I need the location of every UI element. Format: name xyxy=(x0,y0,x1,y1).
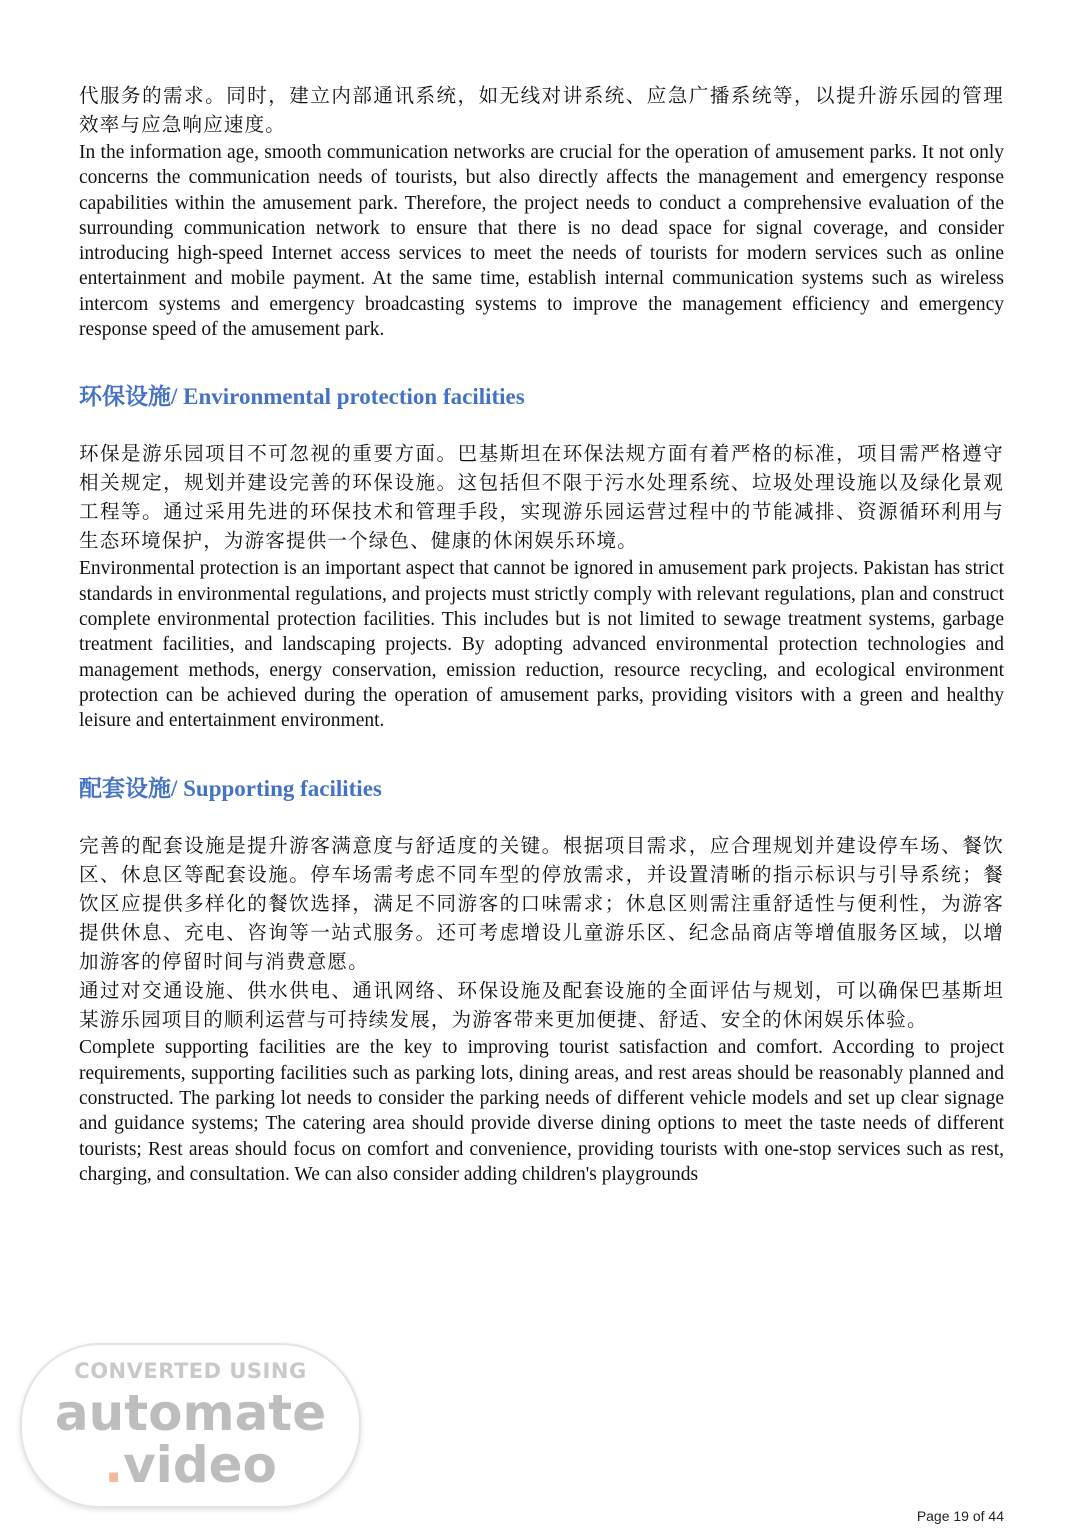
watermark-brand-video xyxy=(22,1437,359,1493)
intro-paragraph-en: In the information age, smooth communication networks are crucial for the operation of amusement parks. It not only concerns the communication needs of tourists, but also directly affects the management and emergency response capabilities within the amusement park. Therefore, the project needs to conduct a comprehensive evaluation of the surrounding communication network to ensure that there is no dead space for signal coverage, and consider introducing high-speed Internet access services to meet the needs of tourists for modern services such as online entertainment and mobile payment. At the same time, establish internal communication systems such as wireless intercom systems and emergency broadcasting systems to improve the management efficiency and emergency response speed of the amusement park. xyxy=(79,142,1004,341)
environmental-paragraph-en: Environmental protection is an important aspect that cannot be ignored in amusement park projects. Pakistan has strict standards in environmental regulations, and projects must strictly comply with relevant regulations, plan and construct complete environmental protection facilities. This includes but is not limited to sewage treatment systems, garbage treatment facilities, and landscaping projects. By adopting advanced environmental protection technologies and management methods, energy conservation, emission reduction, resource recycling, and ecological environment protection can be achieved during the operation of amusement parks, providing visitors with a green and healthy leisure and entertainment environment. xyxy=(79,558,1004,732)
supporting-paragraph-zh-1: 完善的配套设施是提升游客满意度与舒适度的关键。根据项目需求，应合理规划并建设停车场、餐饮区、休息区等配套设施。停车场需考虑不同车型的停放需求，并设置清晰的指示标识与引导系统；餐饮区应提供多样化的餐饮选择，满足不同游客的口味需求；休息区则需注重舒适性与便利性，为游客提供休息、充电、咨询等一站式服务。还可考虑增设儿童游乐区、纪念品商店等增值服务区域，以增加游客的停留时间与消费意愿。 xyxy=(79,836,1004,974)
intro-paragraph-zh: 代服务的需求。同时，建立内部通讯系统，如无线对讲系统、应急广播系统等，以提升游乐园的管理效率与应急响应速度。 xyxy=(79,86,1004,136)
supporting-section-heading: 配套设施/ Supporting facilities xyxy=(79,776,382,802)
supporting-paragraph-en: Complete supporting facilities are the key to improving tourist satisfaction and comfort. According to project requirements, supporting facilities such as parking lots, dining areas, and rest areas should be reasonably planned and constructed. The parking lot needs to consider the parking needs of different vehicle models and set up clear signage and guidance systems; The catering area should provide diverse dining options to meet the taste needs of different tourists; Rest areas should focus on comfort and convenience, providing tourists with one-stop services such as rest, charging, and consultation. We can also consider adding children's playgrounds xyxy=(79,1037,1004,1185)
watermark-video-text: video xyxy=(123,1436,277,1494)
supporting-paragraph-zh-2: 通过对交通设施、供水供电、通讯网络、环保设施及配套设施的全面评估与规划，可以确保巴基斯坦某游乐园项目的顺利运营与可持续发展，为游客带来更加便捷、舒适、安全的休闲娱乐体验。 xyxy=(79,981,1004,1032)
page-number: Page 19 of 44 xyxy=(916,1508,1004,1524)
environmental-paragraph-zh: 环保是游乐园项目不可忽视的重要方面。巴基斯坦在环保法规方面有着严格的标准，项目需严格遵守相关规定，规划并建设完善的环保设施。这包括但不限于污水处理系统、垃圾处理设施以及绿化景观工程等。通过采用先进的环保技术和管理手段，实现游乐园运营过程中的节能减排、资源循环利用与生态环境保护，为游客提供一个绿色、健康的休闲娱乐环境。 xyxy=(79,444,1004,553)
document-page xyxy=(79,82,1004,1187)
converter-watermark xyxy=(20,1343,361,1508)
watermark-caption: CONVERTED USING xyxy=(74,1359,307,1383)
environmental-section-heading: 环保设施/ Environmental protection facilities xyxy=(79,384,525,410)
watermark-dot: . xyxy=(104,1436,124,1494)
watermark-brand-automate: automate xyxy=(54,1384,327,1442)
